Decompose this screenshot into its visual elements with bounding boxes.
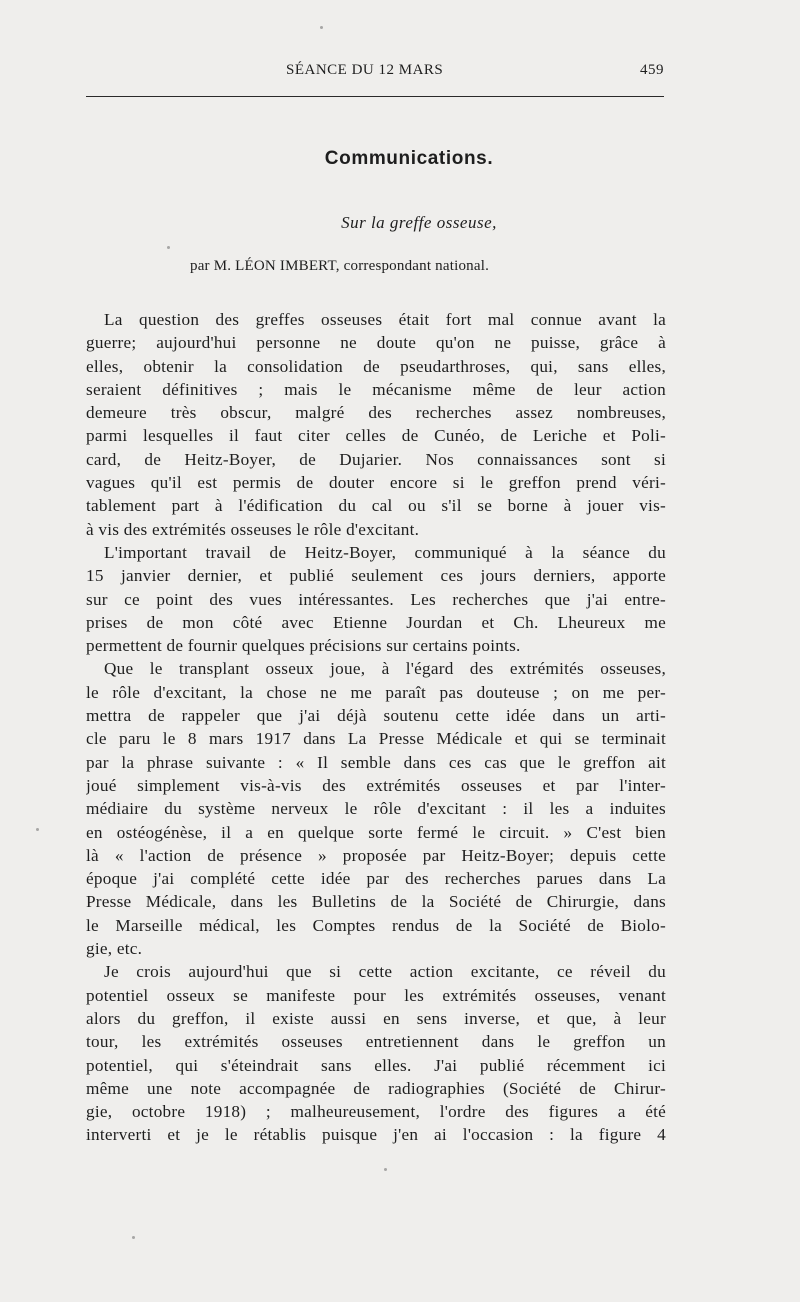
print-speck <box>36 828 39 831</box>
article-body <box>86 308 666 1147</box>
body-line: alors du greffon, il existe aussi en sens inverse, et que, à leur <box>86 1008 666 1028</box>
body-line: guerre; aujourd'hui personne ne doute qu'on ne puisse, grâce à <box>86 333 666 353</box>
running-head <box>86 62 664 84</box>
print-speck <box>132 1236 135 1239</box>
section-title: Communications. <box>324 148 494 169</box>
body-line: à vis des extrémités osseuses le rôle d'excitant. <box>86 519 420 539</box>
body-line: Presse Médicale, dans les Bulletins de la Société de Chirurgie, dans <box>86 892 666 912</box>
body-line: même une note accompagnée de radiographies (Société de Chirur- <box>86 1078 666 1098</box>
body-line: gie, etc. <box>86 939 143 959</box>
body-line: cle paru le 8 mars 1917 dans La Presse Médicale et qui se terminait <box>86 729 666 749</box>
body-line: seraient définitives ; mais le mécanisme même de leur action <box>86 379 666 399</box>
body-line: permettent de fournir quelques précisions sur certains points. <box>86 636 521 656</box>
body-line: joué simplement vis-à-vis des extrémités osseuses et par l'inter- <box>86 775 666 795</box>
body-line: Je crois aujourd'hui que si cette action excitante, ce réveil du <box>104 962 666 982</box>
body-line: tablement part à l'édification du cal ou s'il se borne à jouer vis- <box>86 496 666 516</box>
body-line: potentiel, qui s'éteindrait sans elles. J'ai publié récemment ici <box>86 1055 666 1075</box>
body-line: demeure très obscur, malgré des recherches assez nombreuses, <box>86 403 666 423</box>
body-line: le rôle d'excitant, la chose ne me paraît pas douteuse ; on me per- <box>86 682 666 702</box>
print-speck <box>320 26 323 29</box>
header-rule <box>86 96 664 97</box>
body-line: sur ce point des vues intéressantes. Les recherches que j'ai entre- <box>86 589 666 609</box>
body-line: tour, les extrémités osseuses entretiennent dans le greffon un <box>86 1032 666 1052</box>
print-speck <box>384 1168 387 1171</box>
body-line: vagues qu'il est permis de douter encore si le greffon prend véri- <box>86 473 666 493</box>
body-line: gie, octobre 1918) ; malheureusement, l'ordre des figures a été <box>86 1102 666 1122</box>
article-byline: par M. LÉON IMBERT, correspondant national. <box>190 258 490 274</box>
body-line: en ostéogénèse, il a en quelque sorte fermé le circuit. » C'est bien <box>86 822 666 842</box>
body-line: médiaire du système nerveux le rôle d'excitant : il les a induites <box>86 799 666 819</box>
body-line: card, de Heitz-Boyer, de Dujarier. Nos connaissances sont si <box>86 449 666 469</box>
body-line: interverti et je le rétablis puisque j'en ai l'occasion : la figure 4 <box>86 1125 666 1145</box>
body-line: parmi lesquelles il faut citer celles de Cunéo, de Leriche et Poli- <box>86 426 666 446</box>
body-line: La question des greffes osseuses était fort mal connue avant la <box>104 310 666 329</box>
article-title: Sur la greffe osseuse, <box>341 213 497 232</box>
body-line: elles, obtenir la consolidation de pseudarthroses, qui, sans elles, <box>86 356 666 376</box>
body-line: Que le transplant osseux joue, à l'égard des extrémités osseuses, <box>104 659 666 679</box>
body-line: mettra de rappeler que j'ai déjà soutenu cette idée dans un arti- <box>86 706 666 726</box>
body-line: potentiel osseux se manifeste pour les extrémités osseuses, venant <box>86 985 666 1005</box>
body-line: époque j'ai complété cette idée par des recherches parues dans La <box>86 869 666 889</box>
body-line: prises de mon côté avec Etienne Jourdan et Ch. Lheureux me <box>86 612 666 632</box>
print-speck <box>167 246 170 249</box>
body-line: le Marseille médical, les Comptes rendus de la Société de Biolo- <box>86 915 666 935</box>
body-line: L'important travail de Heitz-Boyer, communiqué à la séance du <box>104 542 666 562</box>
body-line: là « l'action de présence » proposée par Heitz-Boyer; depuis cette <box>86 845 666 865</box>
body-line: 15 janvier dernier, et publié seulement ces jours derniers, apporte <box>86 566 666 586</box>
body-line: par la phrase suivante : « Il semble dans ces cas que le greffon ait <box>86 752 666 772</box>
running-title: SÉANCE DU 12 MARS <box>286 62 444 78</box>
page-number: 459 <box>640 62 664 78</box>
